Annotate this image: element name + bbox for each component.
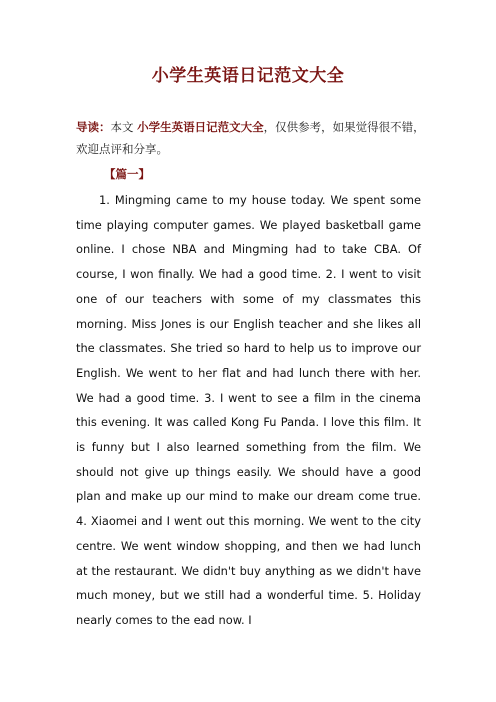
- intro-suffix: ，仅供参考，如果觉得很不错，欢迎点评和分享。: [76, 120, 425, 156]
- intro-doc-title: 小学生英语日记范文大全: [137, 120, 264, 134]
- section-heading: 【篇一】: [104, 167, 150, 181]
- body-paragraph: 1. Mingming came to my house today. We spent some time playing computer games. We played basketball game online. I chose NBA and Mingming had to take CBA. Of course, I won finally. We had a good time. 2. I went to visit one of our teachers with some of my classmates this morning. Miss Jones is our English teacher and she likes all the classmates. She tried so hard to help us to improve our English. We went to her flat and had lunch there with her. We had a good time. 3. I went to see a film in the cinema this evening. It was called Kong Fu Panda. I love this film. It is funny but I also learned something from the film. We should not give up things easily. We should have a good plan and make up our mind to make our dream come true. 4. Xiaomei and I went out this morning. We went to the city centre. We went window shopping, and then we had lunch at the restaurant. We didn't buy anything as we didn't have much money, but we still had a wonderful time. 5. Holiday nearly comes to the ead now. I: [76, 193, 421, 627]
- intro-label: 导读：: [76, 120, 111, 134]
- document-title: 小学生英语日记范文大全: [151, 66, 345, 86]
- intro-prefix: 本文: [110, 120, 138, 134]
- intro-paragraph: [76, 116, 430, 160]
